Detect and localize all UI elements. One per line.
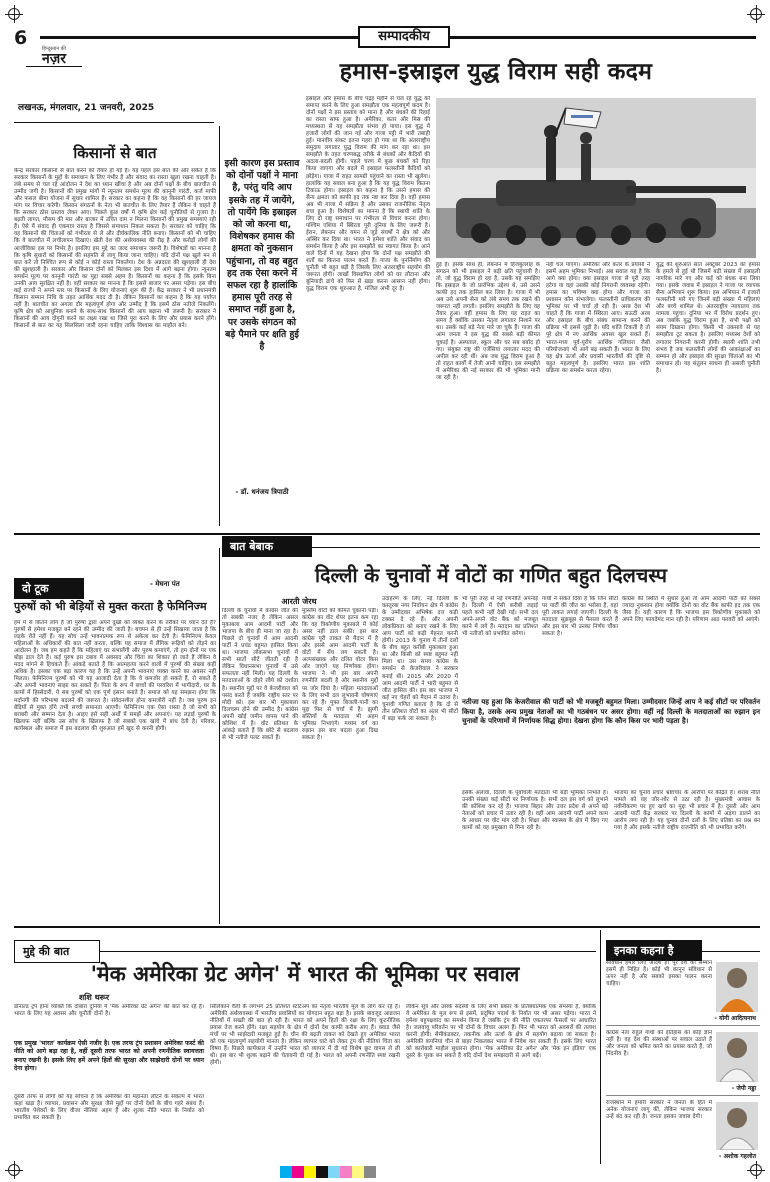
- masthead-title: नज़र: [26, 52, 82, 67]
- quote-author: - अशोक गहलोत: [718, 1153, 756, 1160]
- mudde-body-col1: दूसरी तरफ से लोगों को यह सोचना है कि अमेरिका की महानता लौटने के संकल्प में भारत कहां खड़ा है। व्यापार, प्रवासन और सुरक्षा जैसे मुद्दों पर दोनों देशों के बीच गहरे संबंध हैं। भारतीय पेशेवरों के लिए वीजा नीतियां अहम हैं और शुल्क नीति भारत के निर्यात को प्रभावित कर सकती है।: [14, 1094, 204, 1122]
- bebak-body-col2: मुस्लिम वोटों को कीमत चुकानी पड़ी। कांग्रेस का वोट शेयर इतना कम रहा कि वह त्रिकोणीय मुकाबले में कोई असर नहीं डाल सकी। इस बार कांग्रेस पूरी ताकत से मैदान में है और इससे आम आदमी पार्टी के वोटों में सेंध लग सकती है। अल्पसंख्यक और दलित वोटर किस ओर जाएंगे यह निर्णायक होगा। भाजपा ने भी इस बार अपनी रणनीति बदली है और स्थानीय मुद्दों पर जोर दिया है। महिला मतदाताओं के लिए सभी दल लुभावनी घोषणाएं कर रहे हैं। मुफ्त बिजली-पानी का मुद्दा फिर से चर्चा में है। झुग्गी बस्तियों के मतदाता भी अहम भूमिका निभाएंगे। मध्यम वर्ग का रुझान इस बार बदला हुआ दिख सकता है।: [302, 608, 378, 741]
- registration-mark: [750, 1164, 762, 1176]
- quote-text: संविधान हमारे लिए आदर्श है। पूरे देश का सम्मान इसमें ही निहित है। कोई भी कानून संविधान से ऊपर नहीं है और सबको इसका पालन करना चाहिए।: [606, 960, 712, 988]
- mudde-callout: एक प्रमुख 'भारत' कार्यक्रम ऐसी नजीर है। एक तरफ ट्रंप प्रशासन अमेरिका फर्स्ट की नीति को आगे बढ़ा रहा है, वहीं दूसरी तरफ भारत को अपनी रणनीतिक स्वायत्तता बनाए रखनी है। इसके लिए हमें अपने हितों की सुरक्षा और साझेदारी दोनों पर ध्यान देना होगा।: [14, 1040, 204, 1073]
- bebak-author: आरती जेरथ: [281, 597, 317, 606]
- section-tag-bebak: बात बेबाक: [222, 536, 312, 557]
- section-label: सम्पादकीय: [358, 26, 450, 48]
- bebak-body-col3: उदाहरण के लिए, नई दिल्ली के कस्तूरबा नगर निर्वाचन क्षेत्र में कांग्रेस के उम्मीदवार अभिषेक दत्त कड़ी टक्कर दे रहे हैं। और अपनी लोकप्रियता को बनाए रखने के लिए आप पार्टी को कड़ी मेहनत करनी होगी। 2013 के चुनाव में तीनों दलों के बीच बहुत करीबी मुकाबला हुआ था और किसी को स्पष्ट बहुमत नहीं मिला था। उस समय कांग्रेस के समर्थन से केजरीवाल ने सरकार बनाई थी। 2015 और 2020 में आम आदमी पार्टी ने भारी बहुमत से जीत हासिल की। इस बार भाजपा ने कई नए चेहरों को मैदान में उतारा है। चुनावी गणित बताता है कि दो से तीन प्रतिशत वोटों का अंतर भी सीटों में बड़ा फर्क ला सकता है।: [382, 596, 458, 722]
- quote-text: राजस्थान में हमारी सरकार ने जनता के हित में अनेक योजनाएं लागू कीं, लेकिन भाजपा सरकार उन्हें बंद कर रही है। जनता इसका जवाब देगी।: [606, 1100, 712, 1121]
- do-took-body: हम में से कितने लोग हैं जो पुरुषों द्वारा अपने दुखों को व्यक्त करने के तरीकों पर ध्यान देते हैं? पुरुषों से हमेशा मजबूत बने रहने की उम्मीद की जाती है। बचपन से ही उन्हें सिखाया जाता है कि लड़के रोते नहीं हैं। यह सोच उन्हें भावनात्मक रूप से अकेला कर देती है। फेमिनिज्म केवल महिलाओं के अधिकारों की बात नहीं करता, बल्कि यह समाज में लैंगिक रूढ़ियों को तोड़ने का आंदोलन है। जब हम कहते हैं कि महिलाएं घर संभालेंगी और पुरुष कमाएंगे, तो हम दोनों पर एक बोझ डाल देते हैं। कई पुरुष इस दबाव में अवसाद और चिंता का शिकार हो जाते हैं लेकिन वे मदद मांगने से हिचकते हैं। आंकड़े बताते हैं कि आत्महत्या करने वालों में पुरुषों की संख्या कहीं अधिक है। इसका एक बड़ा कारण यह है कि उन्हें अपनी भावनाएं व्यक्त करने का अवसर नहीं मिलता। फेमिनिज्म पुरुषों को भी यह आजादी देता है कि वे कमजोर हो सकते हैं, रो सकते हैं और अपनी भावनाएं साझा कर सकते हैं। पिता के रूप में बच्चों की परवरिश में भागीदारी, घर के कामों में हिस्सेदारी, ये सब पुरुषों को एक पूर्ण इंसान बनाते हैं। समाज को यह समझना होगा कि मर्दानगी की परिभाषा बदलने की जरूरत है। संवेदनशील होना कमजोरी नहीं है। जब पुरुष इन बेड़ियों से मुक्त होंगे तभी सच्ची समानता आएगी। फेमिनिज्म एक ऐसा रास्ता है जो सभी को बराबरी और सम्मान देता है। आइए इसे सही अर्थों में समझें और अपनाएं। यह लड़ाई पुरुषों के खिलाफ नहीं बल्कि उस सोच के खिलाफ है जो सबको एक खांचे में बांध देती है। परिवार, कार्यस्थल और समाज में इस बदलाव की शुरुआत हमें खुद से करनी होगी।: [14, 620, 216, 732]
- page-number: 6: [14, 27, 28, 49]
- bebak-headline: दिल्ली के चुनावों में वोटों का गणित बहुत दिलचस्प: [315, 564, 667, 587]
- registration-mark: [8, 8, 20, 20]
- section-tag-inka: इनका कहना है: [606, 940, 702, 961]
- section-tag-do-took: दो टूक: [14, 578, 84, 599]
- registration-mark: [8, 1164, 20, 1176]
- portrait-photo: [716, 1102, 758, 1150]
- bebak-body-col5: गांधी ने संकेत दिया है कि जिन सीटों पर पार्टी की जीत का भरोसा है, वहां पूरी ताकत लगाई जाएगी। दिल्ली के मतदाता सूझबूझ से फैसला करते हैं और इस बार भी उनका निर्णय चौंका सकता है।: [542, 596, 618, 638]
- mudde-author: शशि थरूर: [78, 993, 110, 1002]
- quote-author: - योगी आदित्यनाथ: [714, 1015, 756, 1022]
- mudde-body-col2: सिलिकॉन वैली के लगभग 25 प्रतिशत स्टार्टअप का नेतृत्व भारतीय मूल के लोग कर रहे हैं। अमेरिकी अर्थव्यवस्था में भारतीय प्रवासियों का योगदान बहुत बड़ा है। इसके बावजूद आव्रजन नीतियों में सख्ती की बात हो रही है। भारत को अपने हितों की रक्षा के लिए कूटनीतिक प्रयास तेज करने होंगे। रक्षा सहयोग के क्षेत्र में दोनों देश काफी करीब आए हैं। क्वाड जैसे मंचों पर भी साझेदारी मजबूत हुई है। चीन की बढ़ती ताकत को देखते हुए अमेरिका भारत को एक महत्वपूर्ण सहयोगी मानता है। लेकिन व्यापार घाटे को लेकर ट्रंप की नीतियां चिंता का विषय हैं। पिछले कार्यकाल में उन्होंने भारत को व्यापार में दी गई विशेष छूट वापस ले ली थी। इस बार भी शुल्क बढ़ाने की चेतावनी दी गई है। भारत को अपनी रणनीति स्पष्ट रखनी होगी।: [210, 1004, 400, 1067]
- color-bar: [280, 1166, 376, 1178]
- lead-body-col2: हुई है। इसके साथ ही, लेबनान में हिजबुल्लाह के संगठन को भी इस्राइल ने बड़ी क्षति पहुंचायी है। तो, जो युद्ध विराम हो रहा है, उसके यह समझिए कि इस्राइल के जो प्रारंभिक उद्देश्य थे, उसे उसने काफी हद तक हासिल कर लिया है। गाजा में भी अब उसे अपनी सेना को लंबे समय तक रखने की जरूरत नहीं लगती। इसलिए समझौते के लिए वह तैयार हुआ। वहीं हमास के लिए यह राहत का समय है क्योंकि उसका नेतृत्व लगातार निशाने पर था। उसके कई बड़े नेता मारे जा चुके हैं। गाजा की आम जनता ने इस युद्ध की सबसे बड़ी कीमत चुकाई है। अस्पताल, स्कूल और घर सब बर्बाद हो गए। संयुक्त राष्ट्र की एजेंसियां लगातार मदद की अपील कर रही थीं। अब जब युद्ध विराम हुआ है तो राहत कार्यों में तेजी आनी चाहिए। इस समझौते में अमेरिका की नई सरकार की भी भूमिका मानी जा रही है।: [436, 262, 540, 381]
- pull-quote-author: - डॉ. धनंजय त्रिपाठी: [235, 488, 289, 496]
- dateline: लखनऊ, मंगलवार, 21 जनवरी, 2025: [18, 103, 155, 113]
- do-took-author: - मेघना पंत: [150, 580, 180, 588]
- quote-card-1: [606, 960, 760, 1026]
- bebak-body-col4: भी पूरी तरह से नई रणनीति अपनाई है। दिल्ली में ऐसी करीबी लड़ाई पहले कभी नहीं देखी गई। सभी दल अपने-अपने वोट बैंक को मजबूत करने में लगे हैं। मतदान का प्रतिशत भी नतीजों को प्रभावित करेगा।: [462, 596, 538, 638]
- editorial-body: केन्द्र सरकार किसानों से बात करने को तैयार हो गई है। यह पहल इस बात की ओर संकेत है कि सरकार किसानों के मुद्दों के समाधान के लिए गंभीर है और संवाद का रास्ता खुला रखना चाहती है। लंबे समय से चल रहे आंदोलन ने देश का ध्यान खींचा है और अब दोनों पक्षों के बीच बातचीत से उम्मीद जगी है। किसानों की प्रमुख मांगों में न्यूनतम समर्थन मूल्य की कानूनी गारंटी, कर्ज माफी और फसल बीमा योजना में सुधार शामिल हैं। सरकार का कहना है कि वह किसानों की हर जायज मांग पर विचार करेगी। किसान संगठनों के नेता भी बातचीत के लिए तैयार हैं लेकिन वे चाहते हैं कि सरकार ठोस प्रस्ताव लेकर आए। पिछले कुछ वर्षों में कृषि क्षेत्र कई चुनौतियों से गुजरा है। बढ़ती लागत, मौसम की मार और बाजार में उचित दाम न मिलना किसानों की प्रमुख समस्याएं रही हैं। ऐसे में संवाद ही एकमात्र रास्ता है जिससे समाधान निकल सकता है। सरकार को चाहिए कि वह किसानों की चिंताओं को गंभीरता से ले और दीर्घकालिक नीति बनाए। किसानों को भी चाहिए कि वे बातचीत में लचीलापन दिखाएं। खेती देश की अर्थव्यवस्था की रीढ़ है और करोड़ों लोगों की आजीविका इस पर निर्भर है। इसलिए इस मुद्दे का जल्द समाधान जरूरी है। विशेषज्ञों का मानना है कि कृषि सुधारों को किसानों की सहमति से लागू किया जाना चाहिए। यदि दोनों पक्ष खुले मन से बात करें तो निश्चित रूप से कोई न कोई रास्ता निकलेगा। देश के अन्नदाता की खुशहाली ही देश की खुशहाली है। सरकार और किसान दोनों को मिलकर इस दिशा में आगे बढ़ना होगा। न्यूनतम समर्थन मूल्य पर कानूनी गारंटी का मुद्दा सबसे अहम है। किसानों का कहना है कि इसके बिना उनकी आय सुरक्षित नहीं है। वहीं सरकार का मानना है कि इससे बाजार पर असर पड़ेगा। इस बीच कई राज्यों ने अपने स्तर पर किसानों के लिए योजनाएं शुरू की हैं। केंद्र सरकार ने भी प्रधानमंत्री किसान सम्मान निधि के तहत आर्थिक मदद दी है। लेकिन किसानों का कहना है कि यह पर्याप्त नहीं है। बातचीत का अगला दौर महत्वपूर्ण होगा और उम्मीद है कि इसमें ठोस नतीजे निकलेंगे। कृषि क्षेत्र को आधुनिक बनाने के साथ-साथ किसानों की आय बढ़ाना भी जरूरी है। सरकार ने किसानों की आय दोगुनी करने का लक्ष्य रखा था जिसे पूरा करने के लिए और प्रयास करने होंगे। किसानों से बात का यह सिलसिला जारी रहना चाहिए ताकि विश्वास का माहौल बने।: [14, 168, 216, 330]
- quote-author: - जेपी नड्डा: [731, 1085, 756, 1092]
- bebak-body-col8: भाजपा का चुनाव प्रचार भ्रष्टाचार के आरोपों पर केंद्रित है। शराब नीति मामले को वह जोर-शोर से उठा रही है। मुख्यमंत्री आवास के नवीनीकरण पर हुए खर्च का मुद्दा भी प्रचार में है। दूसरी ओर आम आदमी पार्टी केंद्र सरकार पर दिल्ली के कामों में अड़ंगा डालने का आरोप लगा रही है। यह चुनाव दोनों दलों के लिए प्रतिष्ठा का प्रश्न बन गया है और इसके नतीजे राष्ट्रीय राजनीति को भी प्रभावित करेंगे।: [614, 790, 760, 832]
- section-tag-mudde: मुद्दे की बात: [14, 940, 100, 963]
- bebak-body-col1: दिल्ली के चुनावों में कांग्रेस जीत की तो सबकी नजर है लेकिन असल मुकाबला आम आदमी पार्टी और भाजपा के बीच ही माना जा रहा है। पिछले दो चुनावों में आम आदमी पार्टी ने प्रचंड बहुमत हासिल किया था। भाजपा लोकसभा चुनावों में सभी सातों सीटें जीतती रही है लेकिन विधानसभा चुनावों में उसे सफलता नहीं मिली। यह दिल्ली के मतदाताओं के दोहरे रवैये को दर्शाता है। स्थानीय मुद्दों पर वे केजरीवाल को पसंद करते हैं जबकि राष्ट्रीय स्तर पर मोदी को। इस बार भी मुकाबला दिलचस्प होने की उम्मीद है। कांग्रेस अपनी खोई जमीन वापस पाने की कोशिश में है। वोट प्रतिशत के आंकड़े बताते हैं कि छोटे से बदलाव से भी नतीजे पलट सकते हैं।: [222, 608, 298, 741]
- portrait-photo: [716, 1032, 758, 1082]
- portrait-photo: [716, 962, 758, 1012]
- masthead-small: हिन्दुस्तान की: [42, 46, 66, 52]
- editorial-title: किसानों से बात: [73, 144, 157, 162]
- pull-quote: इसी कारण इस प्रस्ताव को दोनों पक्षों ने माना है, परंतु यदि आप इसके तह में जायेंगे, तो पायेंगे कि इस्राइल को जो करना था, विशेषकर हमास की क्षमता को नुकसान पहुंचाना, तो वह बहुत हद तक ऐसा करने में सफल रहा है हालांकि हमास पूरी तरह से समाप्त नहीं हुआ है, पर उसके संगठन को बड़े पैमाने पर क्षति हुई है: [224, 158, 300, 353]
- mudde-body-col3: लेकिन सूत्र और उसके सदस्यों के लिए सभी प्रकार के प्रतिबंधात्मक एक समस्या है, क्योंकि ये अमेरिका के मूल रूप से इसमें, प्रदूषित पदार्थ के निर्यात पर भी असर पड़ेगा। भारत ने हमेशा बहुपक्षवाद का समर्थन किया है जबकि ट्रंप की नीति एकतरफा फैसलों पर आधारित है। जलवायु परिवर्तन पर भी दोनों के विचार अलग हैं। फिर भी भारत को अवसरों की तलाश करनी होगी। सेमीकंडक्टर, तकनीक और ऊर्जा के क्षेत्र में सहयोग बढ़ाया जा सकता है। अमेरिकी कंपनियां चीन से बाहर निकलकर भारत में निवेश कर सकती हैं। इसके लिए भारत को कारोबारी माहौल सुधारना होगा। 'मेक अमेरिका ग्रेट अगेन' और 'मेक इन इंडिया' एक दूसरे के पूरक बन सकते हैं यदि दोनों देश समझदारी से आगे बढ़ें।: [406, 1004, 596, 1060]
- lead-headline: हमास-इस्राइल युद्ध विराम सही कदम: [339, 59, 653, 85]
- quote-card-2: [606, 1030, 760, 1096]
- lead-body-col3: नहीं चल पाएगा। अमेरिका और कतर के प्रयासों ने इसमें अहम भूमिका निभाई। अब सवाल यह है कि आगे क्या होगा। क्या इस्राइल गाजा से पूरी तरह हटेगा या वहां उसकी कोई निगरानी व्यवस्था रहेगी। हमास का भविष्य क्या होगा और गाजा का प्रशासन कौन संभालेगा। फलस्तीनी प्राधिकरण की भूमिका पर भी चर्चा हो रही है। अरब देश भी चाहते हैं कि गाजा में स्थिरता आए। सऊदी अरब और इस्राइल के बीच संबंध सामान्य करने की प्रक्रिया भी इससे जुड़ी है। यदि शांति टिकती है तो पूरे क्षेत्र में नए आर्थिक अवसर खुल सकते हैं। भारत-मध्य पूर्व-यूरोप आर्थिक गलियारा जैसी परियोजनाएं भी आगे बढ़ सकती हैं। भारत के लिए यह क्षेत्र ऊर्जा और प्रवासी भारतीयों की दृष्टि से बहुत महत्वपूर्ण है। इसलिए भारत इस शांति प्रक्रिया का समर्थन करता रहेगा।: [546, 262, 650, 374]
- mudde-headline: 'मेक अमेरिका ग्रेट अगेन' में भारत की भूमिका पर सवाल: [90, 962, 520, 986]
- bebak-body-col6: कांग्रेस की स्थिति में सुधार हुआ तो आम आदमी पार्टी को सबसे ज्यादा नुकसान होगा क्योंकि दोनों का वोट बैंक काफी हद तक एक जैसा है। यही कारण है कि भाजपा इस त्रिकोणीय मुकाबले को अपने लिए फायदेमंद मान रही है। परिणाम आठ फरवरी को आएंगे।: [622, 596, 760, 624]
- registration-mark: [750, 8, 762, 20]
- mudde-body-intro: डोनाल्ड ट्रंप होना व्यक्ति कि दोबारा दुनिया में 'मेक अमेरिका ग्रेट अगेन' की बात कर रहे हैं। भारत के लिए यह अवसर और चुनौती दोनों है।: [14, 1004, 204, 1018]
- quote-card-3: [606, 1100, 760, 1162]
- lead-body-col1: इस्राइल और हमास के बीच पंद्रह महीने से चल रहे युद्ध को समाप्त करने के लिए हुआ समझौता एक महत्वपूर्ण कदम है। दोनों पक्षों ने इस प्रस्ताव को माना है और बंधकों की रिहाई का रास्ता साफ हुआ है। अमेरिका, कतर और मिस्र की मध्यस्थता से यह समझौता संभव हो पाया। इस युद्ध में हजारों लोगों की जान गई और गाजा पट्टी में भारी तबाही हुई। मानवीय संकट इतना गहरा हो गया था कि अंतरराष्ट्रीय समुदाय लगातार युद्ध विराम की मांग कर रहा था। इस समझौते के तहत चरणबद्ध तरीके से बंधकों और कैदियों की अदला-बदली होगी। पहले चरण में कुछ बंधकों को रिहा किया जाएगा और बदले में इस्राइल फलस्तीनी कैदियों को छोड़ेगा। गाजा में राहत सामग्री पहुंचाने का रास्ता भी खुलेगा। हालांकि यह सवाल बना हुआ है कि यह युद्ध विराम कितना टिकाऊ होगा। इस्राइल का कहना है कि उसने हमास की सैन्य क्षमता को काफी हद तक नष्ट कर दिया है। वहीं हमास अब भी गाजा में सक्रिय है और उसका राजनीतिक नेतृत्व बचा हुआ है। विशेषज्ञों का मानना है कि स्थायी शांति के लिए दो राष्ट्र समाधान पर गंभीरता से विचार करना होगा। पश्चिम एशिया में स्थिरता पूरी दुनिया के लिए जरूरी है। ईरान, लेबनान और यमन से जुड़े संघर्षों ने क्षेत्र को और अस्थिर कर दिया था। भारत ने हमेशा शांति और संवाद का समर्थन किया है और इस समझौते का स्वागत किया है। आने वाले दिनों में यह देखना होगा कि दोनों पक्ष समझौते की शर्तों का कितना पालन करते हैं। गाजा के पुनर्निर्माण की चुनौती भी बहुत बड़ी है जिसके लिए अंतरराष्ट्रीय सहयोग की जरूरत होगी। लाखों विस्थापित लोगों को घर लौटाना और बुनियादी ढांचे को फिर से खड़ा करना आसान नहीं होगा। युद्ध विराम एक शुरुआत है, मंजिल अभी दूर है।: [306, 96, 430, 293]
- bebak-callout: नतीजा यह हुआ कि केजरीवाल की पार्टी को भी मजबूरी बहुमत मिला। उम्मीदवार जिन्हें आप ने कई सीटों पर परिवर्तन किया है, उसके अन्य प्रमुख नेताओं का भी गठबंधन पर असर होगा। वहीं नई दिल्ली के मतदाताओं का रुझान इन चुनावों के परिणामों में निर्णायक सिद्ध होगा। देखना होगा कि कौन किस पर भारी पड़ता है।: [462, 698, 760, 726]
- header-rule-right: [450, 36, 756, 39]
- bebak-body-col7: इसके अलावा, दिल्ली के पूर्वांचली मतदाता भी बड़ी भूमिका निभाते हैं। उनकी संख्या कई सीटों पर निर्णायक है। सभी दल इस वर्ग को लुभाने की कोशिश कर रहे हैं। भाजपा बिहार और उत्तर प्रदेश से अपने बड़े नेताओं को प्रचार में उतार रही है। वहीं आम आदमी पार्टी अपने काम के आधार पर वोट मांग रही है। शिक्षा और स्वास्थ्य के क्षेत्र में किए गए कामों को वह प्रमुखता से गिना रही है।: [462, 790, 608, 832]
- lead-body-col4: युद्ध की शुरुआत सात अक्टूबर 2023 को हमास के हमले से हुई थी जिसमें बड़ी संख्या में इस्राइली नागरिक मारे गए और कई को बंधक बना लिया गया। इसके जवाब में इस्राइल ने गाजा पर व्यापक सैन्य अभियान शुरू किया। इस अभियान में हजारों फलस्तीनी मारे गए जिनमें बड़ी संख्या में महिलाएं और बच्चे शामिल थे। अंतरराष्ट्रीय न्यायालय तक मामला पहुंचा। दुनिया भर में विरोध प्रदर्शन हुए। अब जबकि युद्ध विराम हुआ है, सभी पक्षों को संयम दिखाना होगा। किसी भी उकसावे से यह समझौता टूट सकता है। इसलिए मध्यस्थ देशों को लगातार निगरानी करनी होगी। स्थायी शांति तभी संभव है जब फलस्तीनी लोगों की आकांक्षाओं का सम्मान हो और इस्राइल की सुरक्षा चिंताओं का भी समाधान हो। यह संतुलन साधना ही असली चुनौती है।: [656, 262, 760, 374]
- lead-photo-tank: [436, 98, 756, 258]
- masthead: [26, 46, 82, 67]
- do-took-headline: पुरुषों को भी बेड़ियों से मुक्त करता है फेमिनिज्म: [14, 600, 207, 613]
- quote-text: कांग्रेस नेता राहुल गांधी को इतिहास का कोई ज्ञान नहीं है। वह देश की संस्थाओं पर सवाल उठाते हैं और जनता को भ्रमित करने का प्रयास करते हैं, जो निंदनीय है।: [606, 1030, 712, 1058]
- header-rule-left: [40, 36, 358, 39]
